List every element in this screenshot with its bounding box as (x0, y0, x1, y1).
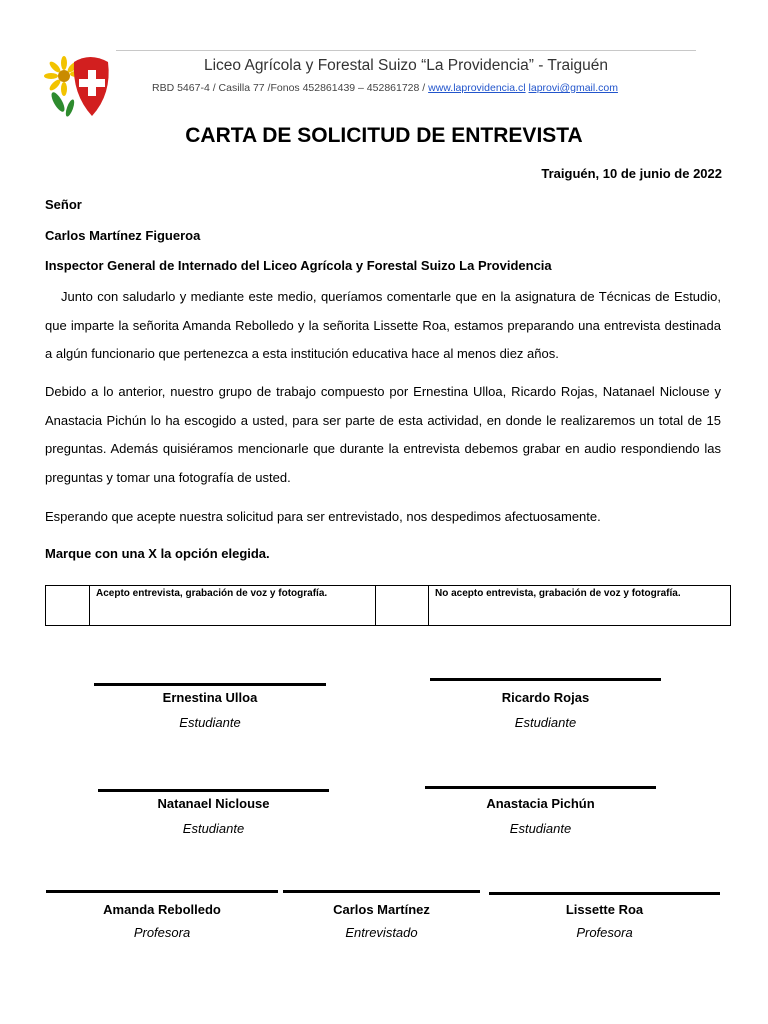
signature-line (425, 786, 656, 789)
signer-name: Natanael Niclouse (157, 796, 270, 811)
institution-name: Liceo Agrícola y Forestal Suizo “La Providencia” - Traiguén (203, 57, 609, 74)
shield-icon (74, 57, 109, 116)
contact-text: RBD 5467-4 / Casilla 77 /Fonos 452861439 – 452861728 / (152, 82, 426, 94)
signature-line (94, 683, 326, 686)
signature-ricardo (430, 678, 661, 730)
signature-line (98, 789, 329, 792)
instruction: Marque con una X la opción elegida. (45, 546, 270, 561)
signer-name: Lissette Roa (565, 902, 644, 917)
signer-role: Entrevistado (345, 925, 418, 940)
accept-checkbox[interactable] (46, 586, 90, 626)
signature-natanael (98, 789, 329, 836)
recipient-position: Inspector General de Internado del Liceo Agrícola y Forestal Suizo La Providencia (45, 258, 552, 273)
email-link[interactable]: laprovi@gmail.com (528, 82, 618, 94)
signer-name: Ricardo Rojas (501, 690, 590, 705)
contact-info (152, 82, 618, 94)
page-title: CARTA DE SOLICITUD DE ENTREVISTA (185, 124, 583, 147)
school-logo (44, 44, 116, 120)
paragraph-1: Junto con saludarlo y mediante este medio, queríamos comentarle que en la asignatura de Técnicas de Estudio, que imparte la señorita Amanda Rebolledo y la señorita Lissette Roa, estamos preparando una entrevista destinada a algún funcionario que pertenezca a esta institución educativa hace al menos diez años. (45, 289, 721, 361)
signer-name: Ernestina Ulloa (162, 690, 258, 705)
signer-role: Estudiante (514, 715, 577, 730)
signer-name: Anastacia Pichún (486, 796, 595, 811)
decline-option-label: No acepto entrevista, grabación de voz y fotografía. (429, 586, 731, 626)
signature-line (283, 890, 480, 893)
signature-line (430, 678, 661, 681)
signature-line (489, 892, 720, 895)
header-rule (116, 50, 696, 51)
signature-line (46, 890, 278, 893)
options-table (45, 585, 731, 626)
signature-anastacia (425, 786, 656, 836)
signature-carlos (283, 890, 480, 940)
signature-lissette (489, 892, 720, 940)
signature-ernestina (94, 683, 326, 730)
paragraph-2: Debido a lo anterior, nuestro grupo de trabajo compuesto por Ernestina Ulloa, Ricardo Rojas, Natanael Niclouse y Anastacia Pichún lo ha escogido a usted, para ser parte de esta actividad, en donde le realizaremos un total de 15 preguntas. Además quisiéramos mencionarle que durante la entrevista debemos grabar en audio respondiendo las preguntas y tomar una fotografía de usted. (45, 384, 721, 485)
signer-role: Estudiante (182, 821, 245, 836)
signer-name: Carlos Martínez (333, 902, 430, 917)
accept-option-label: Acepto entrevista, grabación de voz y fotografía. (90, 586, 376, 626)
letter-date: Traiguén, 10 de junio de 2022 (541, 166, 722, 181)
signer-role: Estudiante (509, 821, 572, 836)
signer-name: Amanda Rebolledo (103, 902, 221, 917)
recipient-name: Carlos Martínez Figueroa (45, 228, 201, 243)
signer-role: Estudiante (179, 715, 241, 730)
signer-role: Profesora (576, 925, 633, 940)
paragraph-3: Esperando que acepte nuestra solicitud para ser entrevistado, nos despedimos afectuosamente. (45, 509, 601, 524)
salutation: Señor (45, 197, 82, 212)
signature-amanda (46, 890, 278, 940)
decline-checkbox[interactable] (376, 586, 429, 626)
website-link[interactable]: www.laprovidencia.cl (428, 82, 526, 94)
signer-role: Profesora (133, 925, 191, 940)
